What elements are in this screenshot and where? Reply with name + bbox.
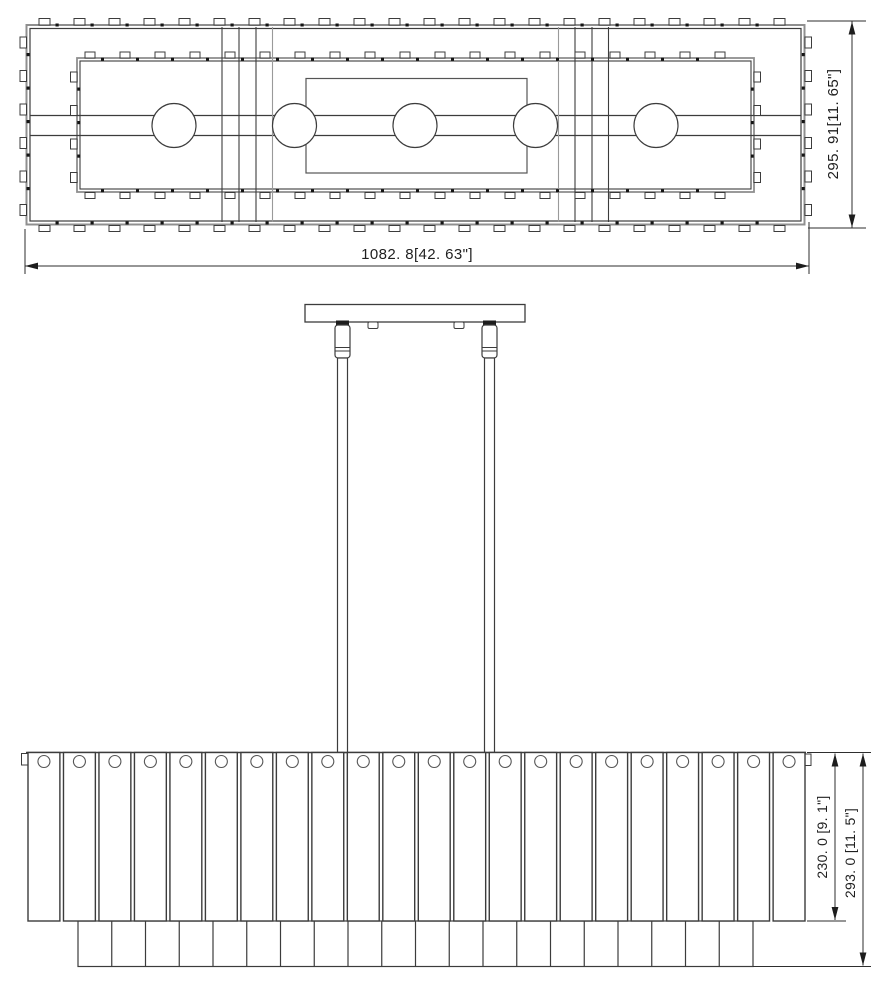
dimension-shade-height <box>807 753 871 922</box>
inner-tick-top <box>556 58 559 61</box>
inner-tab-top <box>155 52 165 58</box>
outer-tick-bottom <box>441 222 444 225</box>
crystal-slat <box>596 753 628 922</box>
outer-tick-top <box>406 24 409 27</box>
inner-tick-bottom <box>346 189 349 192</box>
front-view <box>22 305 812 967</box>
inner-tick-bottom <box>381 189 384 192</box>
outer-tab-top <box>564 19 575 26</box>
inner-tab-right <box>754 139 761 149</box>
outer-tab-right <box>805 205 812 216</box>
rod-adjuster-tube <box>482 325 497 358</box>
inner-tick-top <box>346 58 349 61</box>
inner-tab-bottom <box>225 193 235 199</box>
slat-hook-hole <box>464 756 476 768</box>
outer-tick-top <box>546 24 549 27</box>
outer-tab-top <box>599 19 610 26</box>
lamp-circle <box>152 104 196 148</box>
inner-tab-right <box>754 173 761 183</box>
inner-tab-bottom <box>470 193 480 199</box>
outer-tab-bottom <box>459 226 470 232</box>
inner-tab-bottom <box>505 193 515 199</box>
slat-hook-hole <box>251 756 263 768</box>
slat-hook-hole <box>499 756 511 768</box>
outer-tick-right <box>802 154 805 157</box>
slat-hook-hole <box>393 756 405 768</box>
crystal-slat <box>383 753 415 922</box>
outer-tab-bottom <box>634 226 645 232</box>
crystal-slat <box>773 753 805 922</box>
outer-tab-top <box>249 19 260 26</box>
inner-tab-bottom <box>645 193 655 199</box>
inner-tab-top <box>85 52 95 58</box>
inner-tab-bottom <box>190 193 200 199</box>
outer-tick-right <box>802 187 805 190</box>
outer-tab-bottom <box>704 226 715 232</box>
outer-tick-bottom <box>56 222 59 225</box>
outer-tab-top <box>424 19 435 26</box>
inner-tab-left <box>71 72 78 82</box>
outer-tab-bottom <box>109 226 120 232</box>
inner-tab-bottom <box>260 193 270 199</box>
inner-tab-bottom <box>365 193 375 199</box>
shade-end-tab-left <box>22 754 29 766</box>
inner-tick-top <box>311 58 314 61</box>
inner-tick-top <box>171 58 174 61</box>
inner-tick-bottom <box>591 189 594 192</box>
inner-tick-right-edge <box>751 121 754 124</box>
outer-tick-left <box>27 87 30 90</box>
rod-stem <box>485 358 495 753</box>
dimension-overall-width <box>25 222 809 274</box>
inner-tick-top <box>416 58 419 61</box>
outer-tick-top <box>91 24 94 27</box>
crystal-slat <box>702 753 734 922</box>
outer-tick-top <box>441 24 444 27</box>
inner-tick-top <box>276 58 279 61</box>
outer-tick-top <box>581 24 584 27</box>
inner-tab-left <box>71 139 78 149</box>
outer-tab-top <box>634 19 645 26</box>
crystal-slat <box>347 753 379 922</box>
inner-tick-bottom <box>556 189 559 192</box>
crystal-slat <box>631 753 663 922</box>
outer-tick-top <box>266 24 269 27</box>
inner-tick-bottom <box>626 189 629 192</box>
outer-tick-top <box>196 24 199 27</box>
crystal-slat <box>312 753 344 922</box>
inner-tab-bottom <box>575 193 585 199</box>
outer-tab-top <box>319 19 330 26</box>
crystal-slat <box>170 753 202 922</box>
outer-tick-bottom <box>721 222 724 225</box>
outer-tick-right <box>802 87 805 90</box>
crystal-slat <box>489 753 521 922</box>
outer-tab-bottom <box>774 226 785 232</box>
crystal-slat <box>738 753 770 922</box>
inner-tab-bottom <box>295 193 305 199</box>
inner-tick-left-edge <box>77 88 80 91</box>
outer-tick-left <box>27 154 30 157</box>
inner-tick-bottom <box>486 189 489 192</box>
inner-tab-bottom <box>435 193 445 199</box>
outer-tab-bottom <box>739 226 750 232</box>
crystal-slat <box>525 753 557 922</box>
inner-tab-bottom <box>540 193 550 199</box>
crystal-slat <box>205 753 237 922</box>
slat-hook-hole <box>322 756 334 768</box>
slat-hook-hole <box>748 756 760 768</box>
inner-tab-top <box>610 52 620 58</box>
outer-tick-bottom <box>336 222 339 225</box>
inner-tab-right <box>754 106 761 116</box>
outer-tick-bottom <box>91 222 94 225</box>
inner-tab-bottom <box>400 193 410 199</box>
outer-tick-bottom <box>301 222 304 225</box>
outer-tick-bottom <box>756 222 759 225</box>
inner-tab-top <box>435 52 445 58</box>
inner-tab-bottom <box>715 193 725 199</box>
inner-tab-top <box>190 52 200 58</box>
inner-tab-top <box>645 52 655 58</box>
crystal-slat <box>418 753 450 922</box>
shade-height-label: 230. 0 [9. 1"] <box>814 795 830 879</box>
crystal-slat <box>454 753 486 922</box>
outer-tab-top <box>389 19 400 26</box>
outer-tick-top <box>231 24 234 27</box>
support-rods <box>335 321 497 753</box>
outer-tick-top <box>616 24 619 27</box>
outer-tick-bottom <box>406 222 409 225</box>
slat-hook-hole <box>783 756 795 768</box>
inner-tick-bottom <box>451 189 454 192</box>
outer-tab-bottom <box>354 226 365 232</box>
overall-width-label: 1082. 8[42. 63"] <box>361 246 473 263</box>
slat-hook-hole <box>180 756 192 768</box>
crystal-slat <box>667 753 699 922</box>
slat-hook-hole <box>109 756 121 768</box>
inner-tick-top <box>101 58 104 61</box>
inner-tab-bottom <box>610 193 620 199</box>
outer-crystal-slats <box>28 753 805 922</box>
outer-tab-top <box>704 19 715 26</box>
outer-tick-left <box>27 187 30 190</box>
outer-tick-top <box>686 24 689 27</box>
slat-hook-hole <box>712 756 724 768</box>
outer-tab-bottom <box>179 226 190 232</box>
outer-tick-bottom <box>196 222 199 225</box>
outer-tab-bottom <box>529 226 540 232</box>
outer-tab-bottom <box>284 226 295 232</box>
crystal-slat <box>63 753 95 922</box>
inner-tab-bottom <box>330 193 340 199</box>
outer-tab-top <box>669 19 680 26</box>
outer-tick-top <box>476 24 479 27</box>
inner-tab-bottom <box>680 193 690 199</box>
inner-tick-right-edge <box>751 88 754 91</box>
outer-tick-bottom <box>476 222 479 225</box>
rod-stem <box>338 358 348 753</box>
slat-hook-hole <box>677 756 689 768</box>
outer-tick-top <box>756 24 759 27</box>
outer-tab-bottom <box>494 226 505 232</box>
outer-tab-top <box>144 19 155 26</box>
inner-tab-top <box>365 52 375 58</box>
lamp-circle <box>273 104 317 148</box>
inner-tick-bottom <box>696 189 699 192</box>
crystal-slat <box>560 753 592 922</box>
canopy-screw-left <box>368 322 378 329</box>
inner-tick-top <box>241 58 244 61</box>
inner-tab-right <box>754 72 761 82</box>
outer-tick-left <box>27 53 30 56</box>
outer-tab-top <box>74 19 85 26</box>
outer-tick-bottom <box>651 222 654 225</box>
outer-tick-top <box>371 24 374 27</box>
inner-tab-top <box>225 52 235 58</box>
outer-tick-bottom <box>616 222 619 225</box>
outer-tick-top <box>511 24 514 27</box>
outer-tab-bottom <box>389 226 400 232</box>
crystal-slat <box>276 753 308 922</box>
overall-depth-label: 295. 91[11. 65"] <box>825 68 842 180</box>
crystal-slat <box>241 753 273 922</box>
inner-tick-bottom <box>661 189 664 192</box>
lamp-circle <box>393 104 437 148</box>
outer-tick-bottom <box>686 222 689 225</box>
inner-tick-top <box>696 58 699 61</box>
slat-hook-hole <box>535 756 547 768</box>
outer-tab-bottom <box>74 226 85 232</box>
dimension-overall-drop <box>753 754 871 967</box>
outer-tick-right <box>802 120 805 123</box>
inner-tick-top <box>381 58 384 61</box>
inner-tick-top <box>486 58 489 61</box>
outer-tick-top <box>161 24 164 27</box>
inner-tab-top <box>470 52 480 58</box>
outer-tick-top <box>126 24 129 27</box>
outer-tick-bottom <box>581 222 584 225</box>
slat-hook-hole <box>428 756 440 768</box>
outer-tab-top <box>739 19 750 26</box>
outer-tick-bottom <box>266 222 269 225</box>
inner-tick-top <box>591 58 594 61</box>
outer-tab-left <box>20 104 27 115</box>
overall-drop-label: 293. 0 [11. 5"] <box>842 807 858 899</box>
outer-tab-right <box>805 138 812 149</box>
outer-tick-bottom <box>546 222 549 225</box>
inner-tick-top <box>206 58 209 61</box>
outer-tab-top <box>494 19 505 26</box>
inner-tab-top <box>330 52 340 58</box>
outer-tab-left <box>20 205 27 216</box>
outer-tick-top <box>721 24 724 27</box>
outer-tick-top <box>651 24 654 27</box>
slat-hook-hole <box>144 756 156 768</box>
outer-tab-left <box>20 71 27 82</box>
outer-tab-top <box>179 19 190 26</box>
lamp-circle <box>514 104 558 148</box>
outer-tick-bottom <box>231 222 234 225</box>
inner-tick-bottom <box>171 189 174 192</box>
inner-tab-top <box>505 52 515 58</box>
outer-tab-right <box>805 104 812 115</box>
outer-tab-top <box>39 19 50 26</box>
dimension-overall-depth <box>807 21 866 228</box>
inner-tick-top <box>451 58 454 61</box>
inner-tick-top <box>521 58 524 61</box>
lamp-circles <box>152 104 678 148</box>
inner-tick-bottom <box>521 189 524 192</box>
inner-tab-top <box>680 52 690 58</box>
outer-tick-bottom <box>371 222 374 225</box>
inner-tick-right-edge <box>751 155 754 158</box>
outer-tab-left <box>20 37 27 48</box>
outer-tick-bottom <box>161 222 164 225</box>
outer-tick-left <box>27 120 30 123</box>
inner-tick-top <box>136 58 139 61</box>
ceiling-canopy <box>305 305 525 323</box>
outer-tick-top <box>301 24 304 27</box>
inner-tick-left-edge <box>77 155 80 158</box>
inner-tab-top <box>260 52 270 58</box>
inner-tick-bottom <box>311 189 314 192</box>
outer-tab-bottom <box>599 226 610 232</box>
outer-tab-top <box>529 19 540 26</box>
canopy-screw-right <box>454 322 464 329</box>
inner-tab-left <box>71 173 78 183</box>
inner-tick-left-edge <box>77 121 80 124</box>
inner-tab-top <box>715 52 725 58</box>
top-view <box>20 19 812 232</box>
inner-tab-left <box>71 106 78 116</box>
inner-tick-top <box>626 58 629 61</box>
slat-hook-hole <box>606 756 618 768</box>
inner-tab-bottom <box>155 193 165 199</box>
inner-tick-bottom <box>136 189 139 192</box>
inner-tick-bottom <box>206 189 209 192</box>
outer-tab-right <box>805 37 812 48</box>
outer-tab-left <box>20 138 27 149</box>
outer-tab-bottom <box>319 226 330 232</box>
outer-tick-right <box>802 53 805 56</box>
outer-tab-left <box>20 171 27 182</box>
inner-tick-bottom <box>416 189 419 192</box>
outer-tab-top <box>354 19 365 26</box>
outer-tab-bottom <box>424 226 435 232</box>
outer-tab-top <box>284 19 295 26</box>
slat-hook-hole <box>357 756 369 768</box>
slat-hook-hole <box>641 756 653 768</box>
outer-tab-bottom <box>144 226 155 232</box>
outer-tick-bottom <box>126 222 129 225</box>
slat-hook-hole <box>286 756 298 768</box>
shade-end-tab-right <box>805 754 811 766</box>
slat-hook-hole <box>73 756 85 768</box>
inner-tab-top <box>295 52 305 58</box>
inner-tab-top <box>400 52 410 58</box>
crystal-slat <box>134 753 166 922</box>
rod-adjuster-tube <box>335 325 350 358</box>
outer-tick-bottom <box>511 222 514 225</box>
crystal-slat <box>28 753 60 922</box>
inner-tab-bottom <box>120 193 130 199</box>
outer-tab-top <box>459 19 470 26</box>
slat-hook-hole <box>570 756 582 768</box>
inner-tab-bottom <box>85 193 95 199</box>
outer-tab-top <box>774 19 785 26</box>
outer-tab-bottom <box>249 226 260 232</box>
outer-tab-bottom <box>214 226 225 232</box>
outer-tick-top <box>336 24 339 27</box>
inner-tick-bottom <box>241 189 244 192</box>
outer-tab-right <box>805 71 812 82</box>
outer-tab-bottom <box>669 226 680 232</box>
outer-tab-right <box>805 171 812 182</box>
outer-tab-top <box>109 19 120 26</box>
crystal-slat <box>99 753 131 922</box>
inner-tick-top <box>661 58 664 61</box>
lamp-circle <box>634 104 678 148</box>
slat-hook-hole <box>38 756 50 768</box>
outer-tab-bottom <box>39 226 50 232</box>
outer-tab-top <box>214 19 225 26</box>
inner-tab-top <box>120 52 130 58</box>
inner-tick-bottom <box>101 189 104 192</box>
outer-tick-top <box>56 24 59 27</box>
inner-tick-bottom <box>276 189 279 192</box>
inner-tab-top <box>540 52 550 58</box>
slat-hook-hole <box>215 756 227 768</box>
outer-tab-bottom <box>564 226 575 232</box>
inner-tab-top <box>575 52 585 58</box>
